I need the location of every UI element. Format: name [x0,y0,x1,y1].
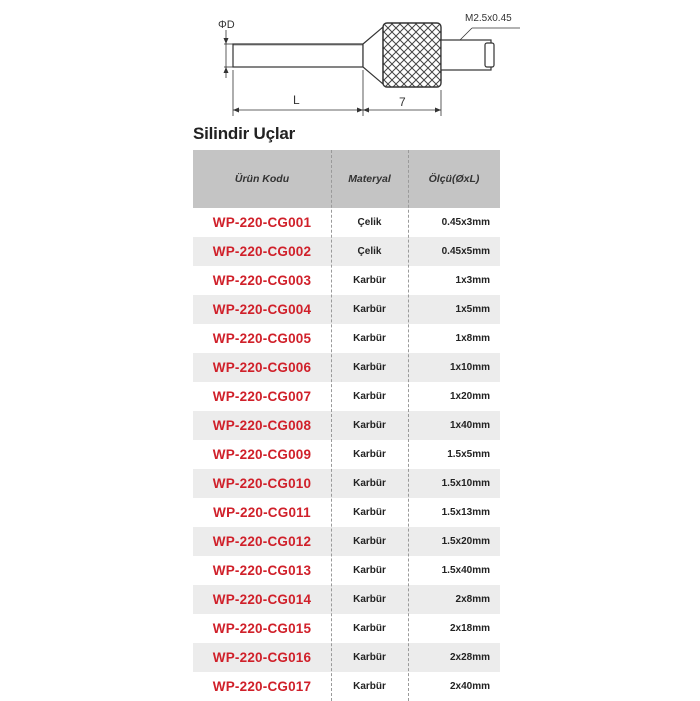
table-row [193,382,500,411]
table-row [193,411,500,440]
size-cell: 2x18mm [449,623,490,634]
material-cell: Karbür [353,420,386,431]
table-row [193,672,500,701]
fixed-length-label: 7 [399,95,406,109]
product-code-cell: WP-220-CG017 [212,679,312,694]
table-row [193,556,500,585]
table-row [193,440,500,469]
material-cell: Karbür [353,275,386,286]
header-size: Ölçü(ØxL) [428,173,480,185]
table-row [193,353,500,382]
size-cell: 1x8mm [455,333,490,344]
material-cell: Karbür [353,478,386,489]
table-row [193,614,500,643]
product-table [193,150,500,701]
material-cell: Karbür [353,304,386,315]
table-row [193,295,500,324]
material-cell: Çelik [357,246,382,257]
product-code-cell: WP-220-CG016 [212,650,312,665]
size-cell: 2x28mm [449,652,490,663]
material-cell: Karbür [353,565,386,576]
size-cell: 2x8mm [455,594,490,605]
material-cell: Karbür [353,449,386,460]
product-code-cell: WP-220-CG006 [212,360,312,375]
size-cell: 1.5x13mm [441,507,490,518]
product-code-cell: WP-220-CG007 [212,389,312,404]
table-row [193,585,500,614]
size-cell: 1.5x40mm [441,565,490,576]
product-code-cell: WP-220-CG002 [212,244,312,259]
product-code-cell: WP-220-CG013 [212,563,312,578]
product-code-cell: WP-220-CG008 [212,418,312,433]
material-cell: Karbür [353,681,386,692]
size-cell: 0.45x5mm [441,246,490,257]
size-cell: 1x20mm [449,391,490,402]
size-cell: 1x10mm [449,362,490,373]
table-header [193,150,500,208]
size-cell: 0.45x3mm [441,217,490,228]
table-row [193,643,500,672]
product-code-cell: WP-220-CG003 [212,273,312,288]
size-cell: 1x5mm [455,304,490,315]
probe-taper [363,27,383,84]
thread-label: M2.5x0.45 [465,13,512,24]
product-code-cell: WP-220-CG005 [212,331,312,346]
section-title: Silindir Uçlar [193,124,296,143]
diameter-label: ΦD [218,19,235,31]
size-cell: 1x40mm [449,420,490,431]
size-cell: 2x40mm [449,681,490,692]
table-row [193,469,500,498]
material-cell: Karbür [353,594,386,605]
size-cell: 1.5x5mm [447,449,490,460]
table-row [193,527,500,556]
material-cell: Karbür [353,362,386,373]
material-cell: Karbür [353,333,386,344]
technical-drawing [0,0,700,125]
material-cell: Çelik [357,217,382,228]
table-row [193,266,500,295]
material-cell: Karbür [353,536,386,547]
table-row [193,498,500,527]
header-code: Ürün Kodu [234,173,290,185]
product-code-cell: WP-220-CG004 [212,302,312,317]
probe-knurled-body [383,23,441,87]
material-cell: Karbür [353,391,386,402]
size-cell: 1x3mm [455,275,490,286]
table-row [193,208,500,237]
header-material: Materyal [348,173,391,185]
size-cell: 1.5x20mm [441,536,490,547]
product-code-cell: WP-220-CG012 [212,534,312,549]
column-divider [331,150,332,701]
material-cell: Karbür [353,652,386,663]
product-code-cell: WP-220-CG011 [213,505,311,520]
product-code-cell: WP-220-CG014 [212,592,312,607]
probe-thread [441,40,491,70]
material-cell: Karbür [353,507,386,518]
product-code-cell: WP-220-CG009 [212,447,312,462]
length-label: L [293,93,300,107]
table-row [193,237,500,266]
material-cell: Karbür [353,623,386,634]
size-cell: 1.5x10mm [441,478,490,489]
column-divider [408,150,409,701]
probe-shaft [233,44,363,67]
product-code-cell: WP-220-CG001 [212,215,312,230]
product-code-cell: WP-220-CG010 [212,476,312,491]
table-row [193,324,500,353]
table-body [193,208,500,701]
product-code-cell: WP-220-CG015 [212,621,312,636]
